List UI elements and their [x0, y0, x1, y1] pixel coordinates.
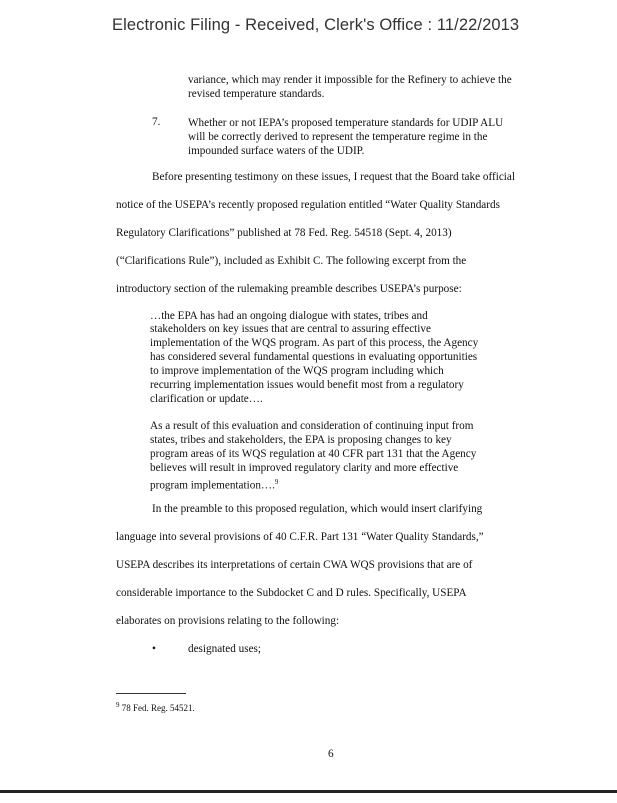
para2-line-3: USEPA describes its interpretations of certain CWA WQS provisions that are of [116, 559, 473, 571]
page-number: 6 [328, 748, 334, 760]
bullet-icon: • [152, 643, 156, 655]
para1-line-3: Regulatory Clarifications” published at 78 Fed. Reg. 54518 (Sept. 4, 2013) [116, 227, 452, 239]
continued-item-line-2: revised temperature standards. [188, 88, 325, 100]
footnote-number: 9 [116, 701, 120, 709]
para2-line-1: In the preamble to this proposed regulation, which would insert clarifying [152, 503, 483, 515]
para2-line-5: elaborates on provisions relating to the following: [116, 615, 340, 627]
quote2-line-1: As a result of this evaluation and consideration of continuing input from [150, 420, 474, 432]
bullet-text: designated uses; [188, 643, 262, 655]
footnote-ref-9[interactable]: 9 [274, 478, 279, 486]
para1-line-1: Before presenting testimony on these issues, I request that the Board take official [152, 171, 515, 183]
quote2-line-4: believes will result in improved regulatory clarity and more effective [150, 462, 459, 474]
item-number-7: 7. [152, 116, 161, 128]
quote1-line-5: to improve implementation of the WQS program including which [150, 365, 444, 377]
quote1-line-3: implementation of the WQS program. As part of this process, the Agency [150, 337, 479, 349]
para1-line-5: introductory section of the rulemaking preamble describes USEPA’s purpose: [116, 283, 462, 295]
item7-line-3: impounded surface waters of the UDIP. [188, 145, 365, 157]
continued-item-line-1: variance, which may render it impossible for the Refinery to achieve the [188, 74, 512, 86]
item7-line-1: Whether or not IEPA’s proposed temperature standards for UDIP ALU [188, 117, 504, 129]
footnote-rule [116, 693, 186, 694]
footnote [116, 701, 195, 713]
item7-line-2: will be correctly derived to represent the temperature regime in the [188, 131, 488, 143]
quote2-line-2: states, tribes and stakeholders, the EPA is proposing changes to key [150, 434, 452, 446]
para1-line-2: notice of the USEPA’s recently proposed regulation entitled “Water Quality Standards [116, 199, 500, 211]
quote1-line-6: recurring implementation issues would benefit most from a regulatory [150, 379, 464, 391]
quote1-line-7: clarification or update…. [150, 393, 263, 405]
quote1-line-1: …the EPA has had an ongoing dialogue with states, tribes and [150, 310, 428, 322]
para2-line-4: considerable importance to the Subdocket C and D rules. Specifically, USEPA [116, 587, 467, 599]
page-bottom-edge [0, 790, 617, 803]
para2-line-2: language into several provisions of 40 C.F.R. Part 131 “Water Quality Standards,” [116, 531, 484, 543]
para1-line-4: (“Clarifications Rule”), included as Exhibit C. The following excerpt from the [116, 255, 467, 267]
quote2-line-3: program areas of its WQS regulation at 40 CFR part 131 that the Agency [150, 448, 477, 460]
quote1-line-4: has considered several fundamental questions in evaluating opportunities [150, 351, 478, 363]
footnote-text: 78 Fed. Reg. 54521. [119, 703, 195, 713]
filing-header: Electronic Filing - Received, Clerk's Office : 11/22/2013 [112, 16, 520, 34]
quote2-line-5-text: program implementation…. [150, 479, 275, 492]
quote2-line-5 [150, 476, 278, 494]
quote1-line-2: stakeholders on key issues that are central to assuring effective [150, 323, 431, 335]
